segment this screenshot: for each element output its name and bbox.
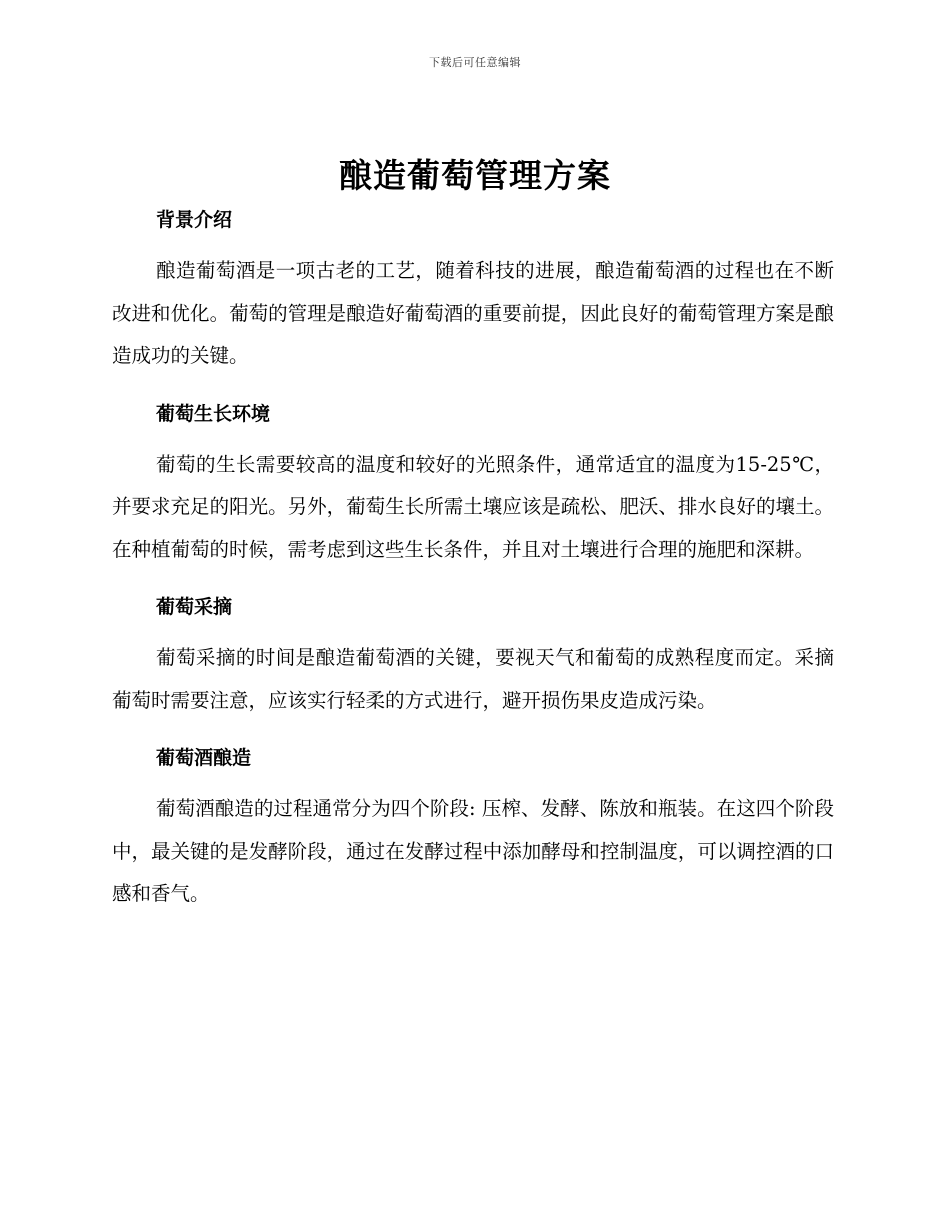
document-content xyxy=(112,204,834,936)
section-growing-environment xyxy=(112,398,834,572)
header-note: 下载后可任意编辑 xyxy=(429,56,521,69)
section-paragraph: 葡萄酒酿造的过程通常分为四个阶段: 压榨、发酵、陈放和瓶装。在这四个阶段中，最关键的是发酵阶段，通过在发酵过程中添加酵母和控制温度，可以调控酒的口感和香气。 xyxy=(112,797,834,905)
section-heading: 背景介绍 xyxy=(156,209,233,231)
section-paragraph: 葡萄采摘的时间是酿造葡萄酒的关键，要视天气和葡萄的成熟程度而定。采摘葡萄时需要注意，应该实行轻柔的方式进行，避开损伤果皮造成污染。 xyxy=(112,646,834,712)
document-title: 酿造葡萄管理方案 xyxy=(339,156,611,195)
section-heading: 葡萄酒酿造 xyxy=(156,747,252,769)
section-winemaking xyxy=(112,742,834,916)
section-paragraph: 酿造葡萄酒是一项古老的工艺，随着科技的进展，酿造葡萄酒的过程也在不断改进和优化。葡萄的管理是酿造好葡萄酒的重要前提，因此良好的葡萄管理方案是酿造成功的关键。 xyxy=(112,259,834,367)
section-paragraph: 葡萄的生长需要较高的温度和较好的光照条件，通常适宜的温度为15-25℃，并要求充足的阳光。另外，葡萄生长所需土壤应该是疏松、肥沃、排水良好的壤土。在种植葡萄的时候，需考虑到这些生长条件，并且对土壤进行合理的施肥和深耕。 xyxy=(112,452,834,561)
section-harvesting xyxy=(112,591,834,722)
section-heading: 葡萄采摘 xyxy=(156,596,233,618)
section-heading: 葡萄生长环境 xyxy=(156,402,271,425)
section-background xyxy=(112,204,834,378)
